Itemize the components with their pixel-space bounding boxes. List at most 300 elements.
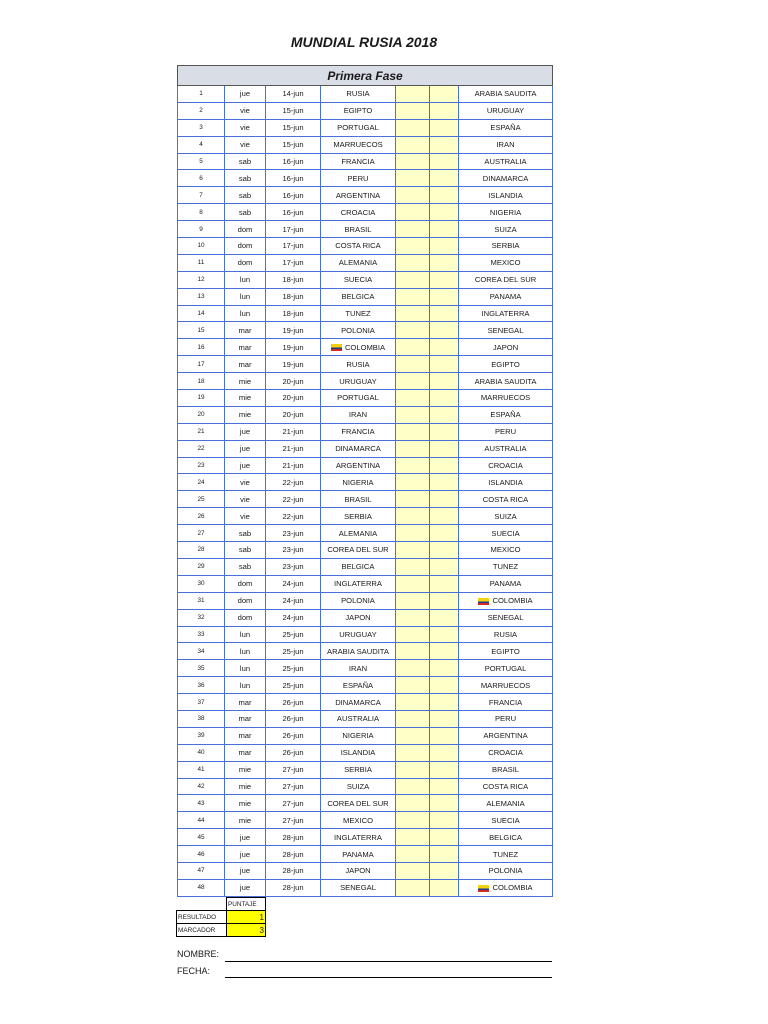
away-score-input[interactable]: [430, 170, 459, 187]
match-row: [178, 643, 553, 660]
away-score-input[interactable]: [430, 879, 459, 896]
home-team: [321, 795, 396, 812]
match-number-label: 9: [199, 225, 203, 233]
home-score-input[interactable]: [396, 575, 430, 592]
away-score-input[interactable]: [430, 508, 459, 525]
match-number-label: 20: [197, 411, 205, 419]
match-date-label: 21-jun: [282, 444, 304, 454]
match-date-label: 22-jun: [282, 494, 304, 504]
match-day: [225, 660, 266, 677]
away-team-label: PANAMA: [489, 292, 522, 302]
away-score-input[interactable]: [430, 592, 459, 609]
home-score-input[interactable]: [396, 119, 430, 136]
home-score-input[interactable]: [396, 744, 430, 761]
home-team-label: SENEGAL: [340, 883, 376, 893]
home-score-input[interactable]: [396, 339, 430, 356]
match-date-label: 26-jun: [282, 714, 304, 724]
match-date-label: 18-jun: [282, 309, 304, 319]
match-day-label: vie: [240, 106, 250, 116]
match-date-label: 22-jun: [282, 511, 304, 521]
home-score-input[interactable]: [396, 710, 430, 727]
match-number: [178, 204, 225, 221]
home-score-input[interactable]: [396, 102, 430, 119]
match-day-label: mar: [238, 714, 252, 724]
away-score-input[interactable]: [430, 660, 459, 677]
away-score-input[interactable]: [430, 626, 459, 643]
home-score-input[interactable]: [396, 677, 430, 694]
match-day-label: jue: [239, 444, 251, 454]
match-day-label: lun: [239, 646, 251, 656]
away-score-input[interactable]: [430, 862, 459, 879]
match-number: [178, 558, 225, 575]
away-team-label: URUGUAY: [486, 106, 525, 116]
home-score-input[interactable]: [396, 761, 430, 778]
away-score-input[interactable]: [430, 423, 459, 440]
away-team: [459, 795, 553, 812]
match-date: [266, 339, 321, 356]
home-score-input[interactable]: [396, 829, 430, 846]
match-number-label: 48: [197, 884, 205, 892]
match-day: [225, 86, 266, 103]
match-number: [178, 879, 225, 896]
match-row: [178, 136, 553, 153]
match-row: [178, 879, 553, 896]
match-number-label: 39: [197, 732, 205, 740]
away-team-label: ALEMANIA: [486, 798, 525, 808]
match-number-label: 43: [197, 799, 205, 807]
away-score-input[interactable]: [430, 846, 459, 863]
match-number-label: 30: [197, 580, 205, 588]
match-number-label: 24: [197, 478, 205, 486]
match-date-label: 20-jun: [282, 393, 304, 403]
home-score-input[interactable]: [396, 305, 430, 322]
away-score-input[interactable]: [430, 187, 459, 204]
home-team: [321, 305, 396, 322]
match-row: [178, 153, 553, 170]
home-score-input[interactable]: [396, 491, 430, 508]
away-team: [459, 829, 553, 846]
away-team-label: CROACIA: [488, 748, 523, 758]
away-team: [459, 744, 553, 761]
match-row: [178, 778, 553, 795]
home-team-label: DINAMARCA: [335, 697, 381, 707]
match-number: [178, 271, 225, 288]
match-row: [178, 390, 553, 407]
scoring-row: [177, 911, 266, 924]
match-date-label: 24-jun: [282, 579, 304, 589]
match-number-label: 1: [199, 90, 203, 98]
match-day: [225, 373, 266, 390]
away-team-label: CROACIA: [488, 461, 523, 471]
home-score-input[interactable]: [396, 660, 430, 677]
colombia-flag-icon: [478, 598, 489, 605]
match-day: [225, 406, 266, 423]
date-line[interactable]: [225, 977, 552, 978]
away-team-label: SENEGAL: [487, 325, 524, 335]
away-score-input[interactable]: [430, 778, 459, 795]
home-score-input[interactable]: [396, 457, 430, 474]
match-date-label: 26-jun: [282, 697, 304, 707]
match-number-label: 7: [199, 191, 203, 199]
match-number-label: 21: [197, 428, 205, 436]
home-score-input[interactable]: [396, 812, 430, 829]
away-score-input[interactable]: [430, 204, 459, 221]
match-day-label: sab: [238, 562, 252, 572]
away-team: [459, 373, 553, 390]
match-number-label: 31: [197, 597, 205, 605]
match-day-label: mie: [238, 393, 252, 403]
home-score-input[interactable]: [396, 153, 430, 170]
home-score-input[interactable]: [396, 187, 430, 204]
match-number-label: 5: [199, 158, 203, 165]
away-score-input[interactable]: [430, 271, 459, 288]
home-team: [321, 136, 396, 153]
home-score-input[interactable]: [396, 862, 430, 879]
match-date-label: 20-jun: [282, 410, 304, 420]
home-score-input[interactable]: [396, 846, 430, 863]
match-date: [266, 778, 321, 795]
match-date: [266, 136, 321, 153]
home-team: [321, 710, 396, 727]
match-date-label: 26-jun: [282, 731, 304, 741]
match-number-label: 41: [197, 766, 205, 774]
away-team: [459, 778, 553, 795]
away-team: [459, 440, 553, 457]
home-team: [321, 778, 396, 795]
away-score-input[interactable]: [430, 694, 459, 711]
scoring-label: MARCADOR: [177, 924, 227, 937]
home-team-label: RUSIA: [346, 89, 370, 99]
match-date: [266, 609, 321, 626]
home-score-input[interactable]: [396, 474, 430, 491]
away-team-label: COSTA RICA: [482, 781, 529, 791]
match-date: [266, 238, 321, 255]
away-team-label: PERU: [494, 427, 517, 437]
scoring-table: [176, 897, 266, 937]
home-score-input[interactable]: [396, 440, 430, 457]
away-score-input[interactable]: [430, 474, 459, 491]
home-team-label: INGLATERRA: [334, 832, 382, 842]
away-score-input[interactable]: [430, 575, 459, 592]
away-score-input[interactable]: [430, 153, 459, 170]
home-score-input[interactable]: [396, 694, 430, 711]
home-score-input[interactable]: [396, 238, 430, 255]
match-date: [266, 862, 321, 879]
home-team: [321, 390, 396, 407]
home-team: [321, 153, 396, 170]
home-team-label: FRANCIA: [341, 427, 375, 437]
match-row: [178, 440, 553, 457]
home-team: [321, 829, 396, 846]
away-score-input[interactable]: [430, 221, 459, 238]
match-row: [178, 525, 553, 542]
away-score-input[interactable]: [430, 373, 459, 390]
match-row: [178, 271, 553, 288]
away-team: [459, 86, 553, 103]
match-day-label: lun: [239, 663, 251, 673]
home-score-input[interactable]: [396, 170, 430, 187]
away-team: [459, 761, 553, 778]
away-score-input[interactable]: [430, 829, 459, 846]
away-team-label: AUSTRALIA: [484, 157, 527, 166]
match-number-label: 46: [197, 850, 205, 858]
home-score-input[interactable]: [396, 778, 430, 795]
match-day-label: mar: [238, 748, 252, 758]
home-score-input[interactable]: [396, 373, 430, 390]
match-row: [178, 187, 553, 204]
home-score-input[interactable]: [396, 254, 430, 271]
away-score-input[interactable]: [430, 795, 459, 812]
away-score-input[interactable]: [430, 254, 459, 271]
away-score-input[interactable]: [430, 102, 459, 119]
home-score-input[interactable]: [396, 525, 430, 542]
away-score-input[interactable]: [430, 812, 459, 829]
match-date: [266, 812, 321, 829]
match-row: [178, 170, 553, 187]
match-number-label: 38: [197, 715, 205, 723]
match-date: [266, 305, 321, 322]
match-date-label: 28-jun: [282, 883, 304, 893]
match-date-label: 25-jun: [282, 680, 304, 690]
match-number: [178, 339, 225, 356]
away-team: [459, 812, 553, 829]
match-number: [178, 390, 225, 407]
away-team-label: BELGICA: [489, 832, 522, 842]
away-score-input[interactable]: [430, 744, 459, 761]
away-team-label: SUIZA: [494, 511, 517, 521]
away-score-input[interactable]: [430, 406, 459, 423]
scoring-label: RESULTADO: [177, 911, 227, 924]
away-score-input[interactable]: [430, 542, 459, 559]
match-number: [178, 356, 225, 373]
match-row: [178, 102, 553, 119]
match-date: [266, 440, 321, 457]
match-day-label: mie: [238, 765, 252, 775]
home-team: [321, 862, 396, 879]
match-row: [178, 423, 553, 440]
home-team-label: BELGICA: [341, 562, 375, 572]
match-date-label: 24-jun: [282, 613, 304, 623]
away-team-label: EGIPTO: [491, 646, 520, 656]
match-number: [178, 761, 225, 778]
match-day-label: lun: [239, 629, 251, 639]
away-team-label: ARGENTINA: [483, 731, 528, 741]
away-team-label: NIGERIA: [489, 207, 522, 217]
away-score-input[interactable]: [430, 322, 459, 339]
home-team-label: ALEMANIA: [338, 528, 378, 538]
match-day: [225, 170, 266, 187]
match-day: [225, 812, 266, 829]
match-date: [266, 829, 321, 846]
match-day: [225, 609, 266, 626]
home-team-label: ISLANDIA: [340, 748, 376, 758]
match-number-label: 4: [199, 141, 203, 149]
home-team-label: POLONIA: [341, 596, 375, 606]
match-row: [178, 626, 553, 643]
away-score-input[interactable]: [430, 238, 459, 255]
away-score-input[interactable]: [430, 491, 459, 508]
match-number: [178, 694, 225, 711]
match-row: [178, 339, 553, 356]
away-score-input[interactable]: [430, 609, 459, 626]
home-score-input[interactable]: [396, 356, 430, 373]
home-score-input[interactable]: [396, 643, 430, 660]
away-score-input[interactable]: [430, 440, 459, 457]
match-date: [266, 542, 321, 559]
match-number: [178, 373, 225, 390]
away-score-input[interactable]: [430, 525, 459, 542]
match-row: [178, 238, 553, 255]
match-date-label: 17-jun: [282, 224, 304, 234]
home-score-input[interactable]: [396, 592, 430, 609]
away-team-label: MEXICO: [490, 545, 521, 555]
home-score-input[interactable]: [396, 542, 430, 559]
away-score-input[interactable]: [430, 761, 459, 778]
away-team: [459, 694, 553, 711]
match-day-label: mie: [238, 798, 252, 808]
away-team-label: COREA DEL SUR: [474, 275, 537, 285]
home-team-label: SERBIA: [344, 511, 372, 521]
match-day: [225, 592, 266, 609]
match-date: [266, 153, 321, 170]
name-line[interactable]: [225, 961, 552, 962]
away-team: [459, 288, 553, 305]
scoring-value[interactable]: 1: [227, 911, 266, 924]
away-team: [459, 406, 553, 423]
home-score-input[interactable]: [396, 609, 430, 626]
home-score-input[interactable]: [396, 86, 430, 103]
away-team: [459, 356, 553, 373]
match-number: [178, 660, 225, 677]
match-number-label: 15: [197, 326, 205, 334]
home-team-label: COSTA RICA: [335, 241, 381, 251]
home-team: [321, 491, 396, 508]
away-team: [459, 575, 553, 592]
home-score-input[interactable]: [396, 508, 430, 525]
match-date: [266, 727, 321, 744]
home-score-input[interactable]: [396, 727, 430, 744]
away-score-input[interactable]: [430, 136, 459, 153]
match-date-label: 18-jun: [282, 275, 304, 285]
home-score-input[interactable]: [396, 288, 430, 305]
match-day: [225, 626, 266, 643]
home-score-input[interactable]: [396, 626, 430, 643]
scoring-header-row: [177, 898, 266, 911]
scoring-value[interactable]: 3: [227, 924, 266, 937]
away-team: [459, 846, 553, 863]
match-date-label: 27-jun: [282, 765, 304, 775]
away-score-input[interactable]: [430, 356, 459, 373]
match-row: [178, 305, 553, 322]
home-team-label: RUSIA: [346, 359, 370, 369]
home-score-input[interactable]: [396, 390, 430, 407]
match-day: [225, 575, 266, 592]
match-day-label: vie: [240, 123, 250, 133]
match-day-label: dom: [237, 613, 253, 623]
away-team-label: PERU: [494, 714, 517, 724]
home-score-input[interactable]: [396, 322, 430, 339]
home-team: [321, 694, 396, 711]
home-team: [321, 119, 396, 136]
match-day-label: dom: [237, 579, 253, 589]
home-team-label: FRANCIA: [341, 157, 375, 166]
home-score-input[interactable]: [396, 271, 430, 288]
match-day-label: dom: [237, 241, 253, 251]
match-number: [178, 238, 225, 255]
match-date: [266, 846, 321, 863]
away-score-input[interactable]: [430, 677, 459, 694]
away-team-label: COLOMBIA: [492, 596, 533, 606]
away-score-input[interactable]: [430, 339, 459, 356]
match-number-label: 37: [197, 698, 205, 706]
away-team-label: SENEGAL: [487, 613, 524, 623]
match-number-label: 25: [197, 495, 205, 503]
away-team-label: ARABIA SAUDITA: [474, 376, 537, 386]
home-team: [321, 102, 396, 119]
match-day-label: mar: [238, 342, 252, 352]
home-team: [321, 170, 396, 187]
home-score-input[interactable]: [396, 221, 430, 238]
away-team: [459, 474, 553, 491]
home-team-label: INGLATERRA: [334, 579, 382, 589]
away-score-input[interactable]: [430, 558, 459, 575]
away-score-input[interactable]: [430, 288, 459, 305]
home-team-label: MARRUECOS: [333, 140, 383, 150]
away-score-input[interactable]: [430, 457, 459, 474]
away-score-input[interactable]: [430, 390, 459, 407]
home-score-input[interactable]: [396, 423, 430, 440]
away-score-input[interactable]: [430, 727, 459, 744]
home-score-input[interactable]: [396, 558, 430, 575]
home-team: [321, 846, 396, 863]
home-team: [321, 592, 396, 609]
home-score-input[interactable]: [396, 136, 430, 153]
match-day: [225, 221, 266, 238]
away-score-input[interactable]: [430, 305, 459, 322]
away-score-input[interactable]: [430, 119, 459, 136]
away-team: [459, 508, 553, 525]
match-number: [178, 86, 225, 103]
home-score-input[interactable]: [396, 406, 430, 423]
home-team-label: TUNEZ: [345, 309, 371, 319]
away-score-input[interactable]: [430, 86, 459, 103]
colombia-flag-icon: [331, 344, 342, 351]
home-team: [321, 643, 396, 660]
match-number: [178, 305, 225, 322]
home-score-input[interactable]: [396, 204, 430, 221]
away-team-label: COLOMBIA: [492, 883, 533, 893]
scoring-row: [177, 924, 266, 937]
match-number: [178, 288, 225, 305]
match-number: [178, 575, 225, 592]
match-number-label: 26: [197, 512, 205, 520]
home-team: [321, 288, 396, 305]
match-date-label: 16-jun: [282, 173, 304, 183]
away-team-label: ISLANDIA: [488, 477, 523, 487]
match-number-label: 10: [197, 242, 205, 250]
match-day: [225, 491, 266, 508]
match-date: [266, 423, 321, 440]
home-score-input[interactable]: [396, 795, 430, 812]
home-score-input[interactable]: [396, 879, 430, 896]
match-number-label: 13: [197, 293, 205, 301]
away-score-input[interactable]: [430, 643, 459, 660]
away-team: [459, 525, 553, 542]
away-team: [459, 660, 553, 677]
match-row: [178, 677, 553, 694]
away-score-input[interactable]: [430, 710, 459, 727]
home-team-label: PERU: [347, 173, 369, 183]
